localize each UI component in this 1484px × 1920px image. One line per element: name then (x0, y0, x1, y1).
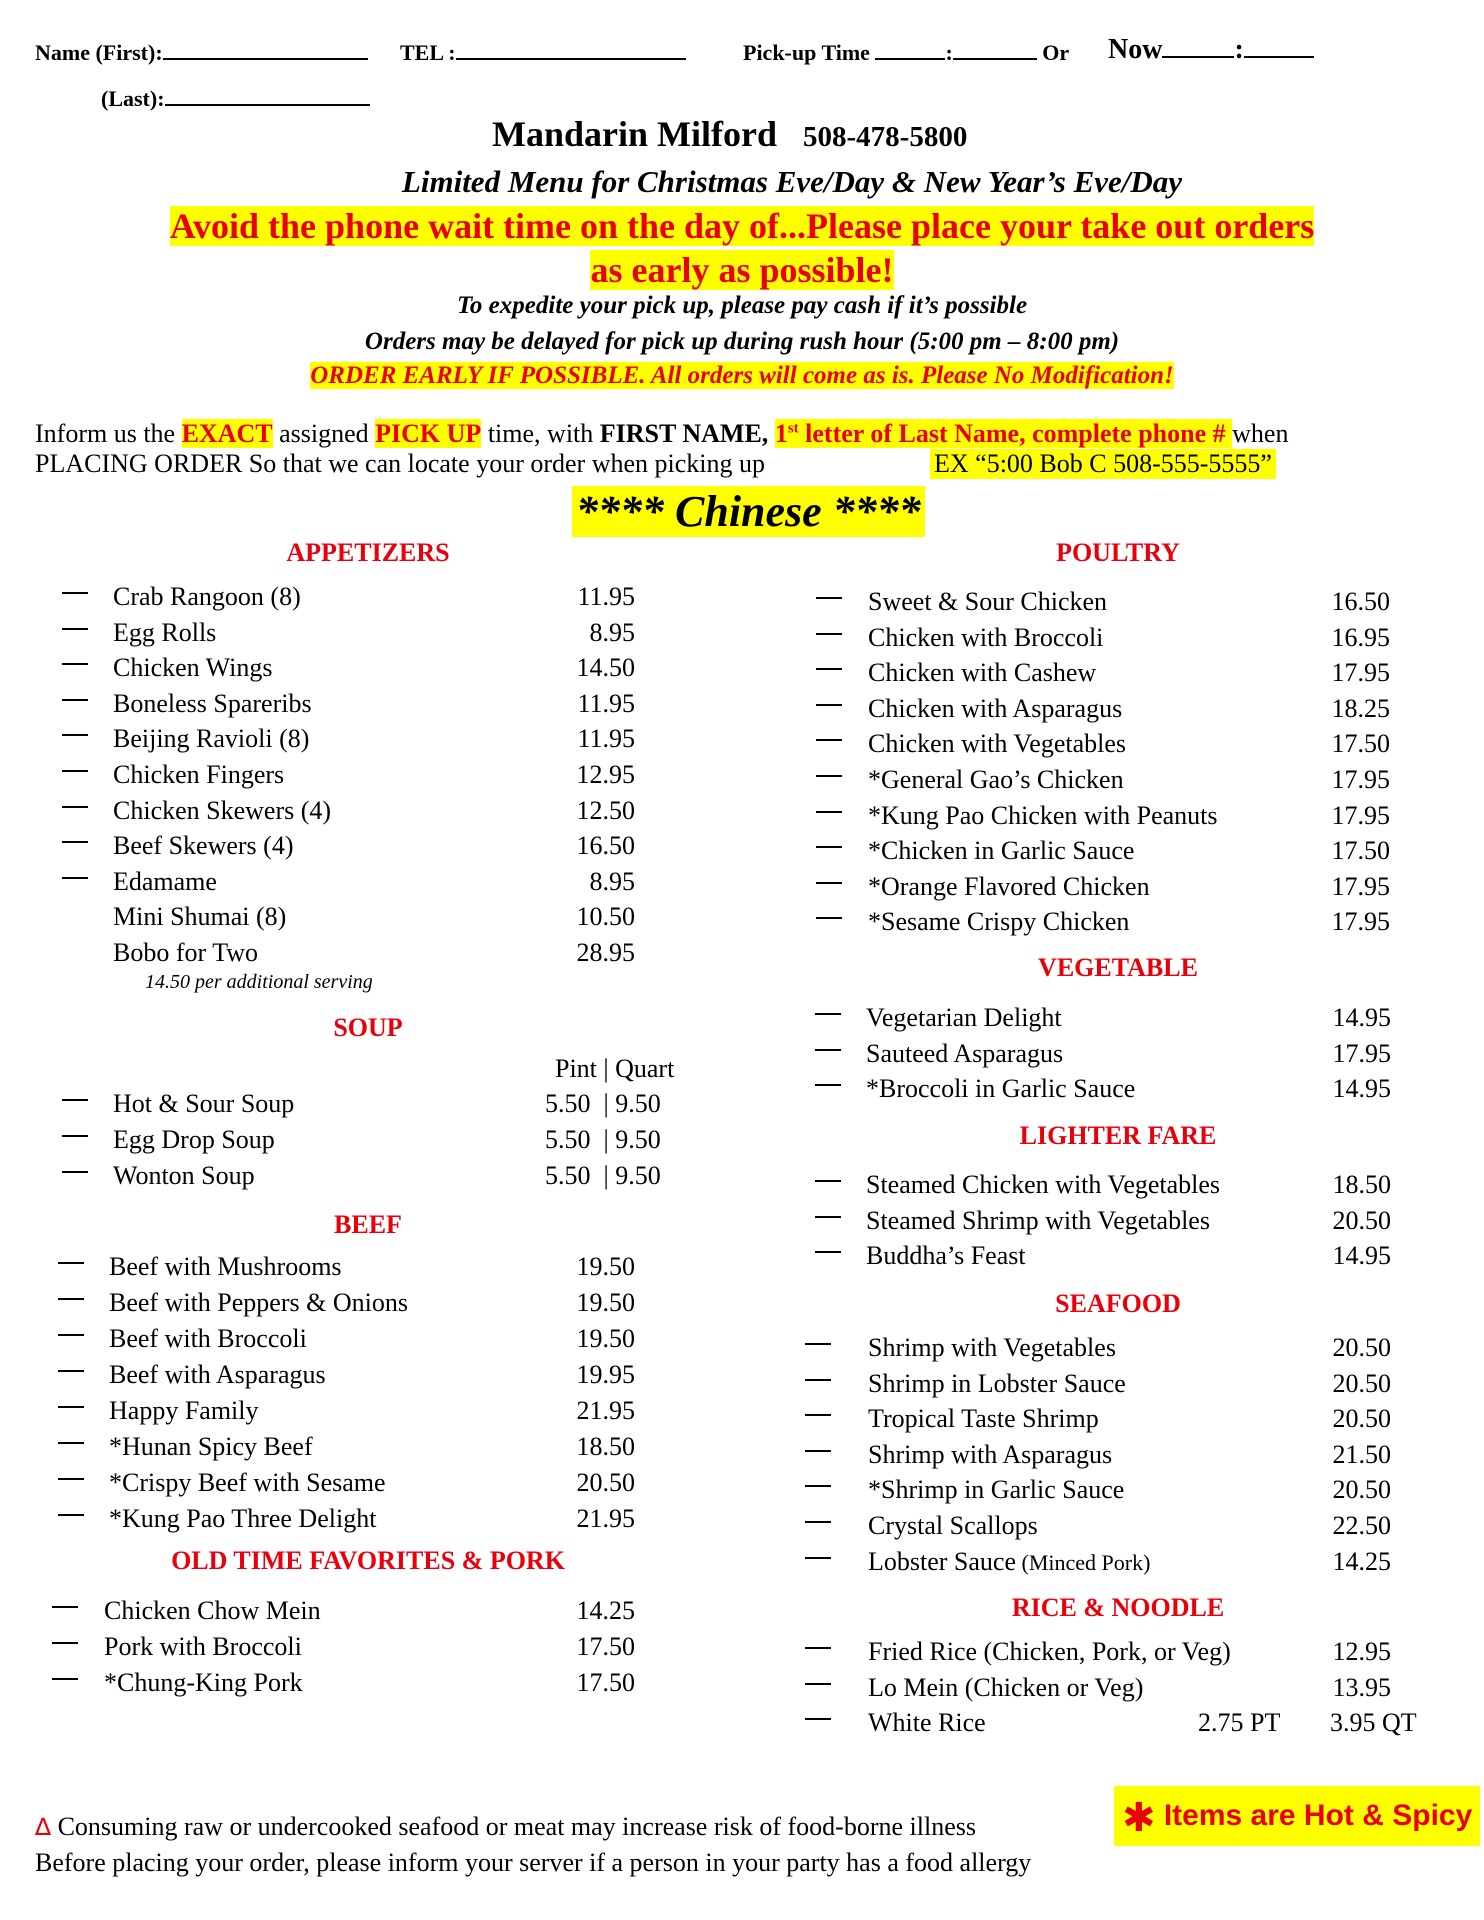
section-title-beef: BEEF (334, 1210, 402, 1239)
menu-item-price: 17.50 (576, 1632, 635, 1661)
menu-item-name: Chicken Chow Mein (104, 1596, 321, 1625)
food-safety-warning (35, 1812, 976, 1842)
menu-item-price: 19.50 (576, 1252, 635, 1281)
menu-item[interactable] (0, 1673, 1484, 1707)
menu-item-name: Shrimp with Asparagus (868, 1440, 1113, 1469)
menu-item[interactable] (0, 1511, 1484, 1545)
menu-item-name: Crab Rangoon (8) (113, 582, 301, 611)
menu-item[interactable] (0, 1039, 1484, 1073)
menu-item-name: Chicken with Cashew (868, 658, 1097, 687)
menu-item-name: Chicken Wings (113, 653, 273, 682)
pickup-time-field[interactable] (743, 40, 1069, 66)
inform-first-name: FIRST NAME, (599, 419, 775, 448)
section-title-pork: OLD TIME FAVORITES & PORK (171, 1546, 565, 1575)
menu-item-name: Tropical Taste Shrimp (868, 1404, 1099, 1433)
menu-item-name: *Orange Flavored Chicken (868, 872, 1150, 901)
menu-item-name: Pork with Broccoli (104, 1632, 302, 1661)
menu-item-price: 16.95 (1331, 623, 1390, 652)
alert-line-2: as early as possible! (590, 250, 894, 290)
inform-pickup: PICK UP (375, 419, 482, 448)
quantity-blank[interactable] (805, 1683, 831, 1685)
restaurant-name: Mandarin Milford (492, 114, 777, 154)
quantity-blank[interactable] (805, 1718, 831, 1720)
menu-item-name: Hot & Sour Soup (113, 1089, 295, 1118)
menu-item[interactable] (0, 1241, 1484, 1275)
menu-item-price: 16.50 (576, 831, 635, 860)
menu-item-price: 19.95 (576, 1360, 635, 1389)
menu-item-name: *Sesame Crispy Chicken (868, 907, 1130, 936)
menu-item-price: 11.95 (577, 582, 635, 611)
menu-item-price: 20.50 (1332, 1333, 1391, 1362)
menu-item-name: Beef with Mushrooms (109, 1252, 342, 1281)
inform-text: time, with (481, 419, 600, 448)
menu-item-price: 20.50 (1332, 1369, 1391, 1398)
menu-item-name: *Hunan Spicy Beef (109, 1432, 313, 1461)
menu-item-name: *Crispy Beef with Sesame (109, 1468, 386, 1497)
allergy-notice: Before placing your order, please inform your server if a person in your party has a food allergy (35, 1848, 1032, 1877)
menu-item-name: Shrimp with Vegetables (868, 1333, 1116, 1362)
menu-item-price: 22.50 (1332, 1511, 1391, 1540)
quantity-blank[interactable] (62, 1135, 88, 1137)
menu-item-price: 17.95 (1331, 765, 1390, 794)
menu-item-price: 17.95 (1331, 872, 1390, 901)
menu-item-name: Edamame (113, 867, 217, 896)
inform-example: EX “5:00 Bob C 508-555-5555” (930, 449, 1276, 479)
menu-item-name: Chicken with Vegetables (868, 729, 1127, 758)
quantity-blank[interactable] (816, 739, 842, 741)
menu-item[interactable] (0, 623, 1484, 657)
menu-item-name: Vegetarian Delight (866, 1003, 1062, 1032)
menu-item[interactable] (0, 1637, 1484, 1671)
menu-item-price: 12.95 (576, 760, 635, 789)
menu-item-price: 21.95 (576, 1396, 635, 1425)
now-minute-blank[interactable] (1244, 40, 1314, 58)
food-safety-text: Consuming raw or undercooked seafood or meat may increase risk of food-borne illness (51, 1812, 976, 1841)
alert-line-1-wrap (0, 205, 1484, 247)
menu-item-price: 18.50 (1332, 1170, 1391, 1199)
menu-item-name: Chicken with Asparagus (868, 694, 1123, 723)
menu-item[interactable] (0, 587, 1484, 621)
tel-field[interactable] (400, 40, 686, 66)
quantity-blank[interactable] (58, 1298, 84, 1300)
alert-line-2-wrap (0, 249, 1484, 291)
quantity-blank[interactable] (805, 1521, 831, 1523)
cuisine-banner: **** Chinese **** (572, 486, 925, 537)
now-hour-blank[interactable] (1162, 40, 1234, 58)
inform-text: Inform us the (35, 419, 182, 448)
menu-item-price: 17.50 (576, 1668, 635, 1697)
pickup-colon: : (945, 40, 953, 65)
tel-blank[interactable] (456, 42, 686, 60)
menu-item-price: 8.95 (589, 867, 635, 896)
inform-line-2: PLACING ORDER So that we can locate your order when picking up (35, 449, 766, 478)
menu-item[interactable] (0, 801, 1484, 835)
asterisk-icon: ✱ (1122, 1796, 1156, 1840)
quantity-blank[interactable] (805, 1485, 831, 1487)
menu-item-name: Lo Mein (Chicken or Veg) (868, 1673, 1144, 1702)
restaurant-phone: 508-478-5800 (803, 121, 968, 153)
inform-exact: EXACT (181, 419, 273, 448)
menu-item-price-pint: 2.75 PT (1198, 1708, 1281, 1737)
menu-item-name: Beef with Peppers & Onions (109, 1288, 408, 1317)
menu-item-name: Beijing Ravioli (8) (113, 724, 310, 753)
quantity-blank[interactable] (815, 1084, 841, 1086)
menu-item[interactable] (0, 1206, 1484, 1240)
menu-item-name: *Kung Pao Three Delight (109, 1504, 377, 1533)
menu-item-price: 17.95 (1331, 801, 1390, 830)
menu-item-price: 21.50 (1332, 1440, 1391, 1469)
quantity-blank[interactable] (805, 1557, 831, 1559)
menu-item-price: 8.95 (589, 618, 635, 647)
quantity-blank[interactable] (816, 704, 842, 706)
spicy-legend-text: Items are Hot & Spicy (1155, 1799, 1473, 1832)
menu-item-price: 20.50 (576, 1468, 635, 1497)
menu-item[interactable] (0, 907, 1484, 941)
spicy-legend (1114, 1786, 1480, 1846)
menu-item-price: 19.50 (576, 1288, 635, 1317)
menu-item-price: 20.50 (1332, 1475, 1391, 1504)
menu-item[interactable] (0, 1170, 1484, 1204)
menu-item-name: Crystal Scallops (868, 1511, 1038, 1540)
section-title-vegetable: VEGETABLE (1038, 953, 1198, 982)
now-colon: : (1234, 34, 1244, 65)
pickup-hour-blank[interactable] (875, 42, 945, 60)
quantity-blank[interactable] (816, 668, 842, 670)
menu-item[interactable] (0, 1547, 1484, 1581)
now-field[interactable] (1108, 34, 1314, 66)
menu-item[interactable] (0, 1440, 1484, 1474)
menu-item-price: 14.25 (576, 1596, 635, 1625)
menu-item-name: Beef Skewers (4) (113, 831, 294, 860)
menu-item[interactable] (0, 694, 1484, 728)
menu-item[interactable] (0, 836, 1484, 870)
quantity-blank[interactable] (805, 1343, 831, 1345)
menu-item-price: 20.50 (1332, 1206, 1391, 1235)
first-name-field[interactable] (35, 40, 368, 66)
menu-item[interactable] (0, 1404, 1484, 1438)
menu-item-name: Mini Shumai (8) (113, 902, 287, 931)
delta-icon: ∆ (35, 1813, 52, 1841)
menu-item-price: 5.50 | 9.50 (545, 1125, 661, 1154)
quantity-blank[interactable] (816, 775, 842, 777)
or-label: Or (1042, 40, 1070, 65)
menu-item-price: 16.50 (1331, 587, 1390, 616)
order-early-wrap (0, 362, 1484, 390)
menu-item-price: 14.25 (1332, 1547, 1391, 1576)
menu-item[interactable] (0, 1333, 1484, 1367)
menu-item-name: *Chung-King Pork (104, 1668, 303, 1697)
menu-item-price: 14.95 (1332, 1003, 1391, 1032)
quantity-blank[interactable] (805, 1647, 831, 1649)
rush-hour-note: Orders may be delayed for pick up during rush hour (5:00 pm – 8:00 pm) (364, 328, 1120, 355)
menu-item-price: 5.50 | 9.50 (545, 1089, 661, 1118)
quantity-blank[interactable] (52, 1606, 78, 1608)
now-label: Now (1108, 34, 1163, 65)
menu-item-name: Chicken Skewers (4) (113, 796, 332, 825)
menu-subtitle: Limited Menu for Christmas Eve/Day & New Year’s Eve/Day (401, 164, 1183, 199)
menu-item[interactable] (0, 1475, 1484, 1509)
quantity-blank[interactable] (816, 633, 842, 635)
menu-item-price: 20.50 (1332, 1404, 1391, 1433)
menu-item-price: 18.50 (576, 1432, 635, 1461)
menu-item[interactable] (0, 872, 1484, 906)
section-title-seafood: SEAFOOD (1055, 1289, 1181, 1318)
menu-item-price: 12.95 (1332, 1637, 1391, 1666)
menu-item-name: *Shrimp in Garlic Sauce (868, 1475, 1125, 1504)
section-title-soup: SOUP (333, 1013, 403, 1042)
quantity-blank[interactable] (815, 1049, 841, 1051)
soup-size-header: Pint | Quart (555, 1054, 675, 1083)
menu-item-name: Boneless Spareribs (113, 689, 312, 718)
menu-item-price: 11.95 (577, 724, 635, 753)
section-title-rice-noodle: RICE & NOODLE (1011, 1593, 1225, 1622)
first-name-blank[interactable] (163, 42, 368, 60)
menu-item-price: 17.95 (1331, 658, 1390, 687)
quantity-blank[interactable] (816, 846, 842, 848)
last-name-blank[interactable] (165, 88, 370, 106)
menu-item-name: *Broccoli in Garlic Sauce (866, 1074, 1136, 1103)
pickup-minute-blank[interactable] (953, 42, 1037, 60)
menu-item-name: Beef with Broccoli (109, 1324, 307, 1353)
order-early-note: ORDER EARLY IF POSSIBLE. All orders will come as is. Please No Modification! (310, 362, 1174, 389)
menu-item-price: 14.95 (1332, 1241, 1391, 1270)
menu-item[interactable] (0, 1074, 1484, 1108)
pickup-time-label: Pick-up Time (743, 40, 870, 65)
menu-item-name: Wonton Soup (113, 1161, 255, 1190)
menu-item[interactable] (0, 658, 1484, 692)
section-title-lighter-fare: LIGHTER FARE (1019, 1121, 1217, 1150)
inform-text: when (1232, 419, 1289, 448)
quantity-blank[interactable] (805, 1450, 831, 1452)
menu-item[interactable] (0, 1369, 1484, 1403)
section-title-appetizers: APPETIZERS (286, 538, 450, 567)
menu-item-name: Fried Rice (Chicken, Pork, or Veg) (868, 1637, 1231, 1666)
menu-item-name: Chicken Fingers (113, 760, 285, 789)
quantity-blank[interactable] (805, 1379, 831, 1381)
menu-item-price: 11.95 (577, 689, 635, 718)
menu-item-price: 5.50 | 9.50 (545, 1161, 661, 1190)
menu-item-name: Happy Family (109, 1396, 259, 1425)
menu-item-name: Sauteed Asparagus (866, 1039, 1064, 1068)
tel-label: TEL : (400, 40, 456, 65)
menu-item-name: Buddha’s Feast (866, 1241, 1026, 1270)
quantity-blank[interactable] (815, 1251, 841, 1253)
quantity-blank[interactable] (816, 597, 842, 599)
menu-item-name: Steamed Shrimp with Vegetables (866, 1206, 1210, 1235)
cash-note: To expedite your pick up, please pay cash if it’s possible (456, 292, 1028, 319)
last-name-label: (Last): (101, 86, 165, 111)
menu-item-name: Shrimp in Lobster Sauce (868, 1369, 1126, 1398)
menu-item-price: 10.50 (576, 902, 635, 931)
last-name-field[interactable] (101, 86, 370, 112)
menu-item-name: Chicken with Broccoli (868, 623, 1104, 652)
menu-item-name: White Rice (868, 1708, 986, 1737)
menu-item-name: Sweet & Sour Chicken (868, 587, 1108, 616)
menu-item[interactable] (0, 1708, 1484, 1742)
menu-item[interactable] (0, 1003, 1484, 1037)
quantity-blank[interactable] (816, 917, 842, 919)
quantity-blank[interactable] (805, 1414, 831, 1416)
menu-item-name: Bobo for Two (113, 938, 259, 967)
menu-item-price: 17.95 (1332, 1039, 1391, 1068)
menu-item-name: Egg Rolls (113, 618, 217, 647)
menu-item-note: (Minced Pork) (1016, 1550, 1151, 1575)
alert-line-1: Avoid the phone wait time on the day of...Please place your take out orders (169, 206, 1315, 246)
inform-line-1 (35, 419, 1288, 449)
menu-item-price: 13.95 (1332, 1673, 1391, 1702)
menu-item-name: *Chicken in Garlic Sauce (868, 836, 1135, 865)
menu-item-price-quart: 3.95 QT (1330, 1708, 1417, 1737)
menu-item-price: 12.50 (576, 796, 635, 825)
first-name-label: Name (First): (35, 40, 163, 65)
menu-item-name: Beef with Asparagus (109, 1360, 326, 1389)
quantity-blank[interactable] (815, 1216, 841, 1218)
menu-item-name: Egg Drop Soup (113, 1125, 275, 1154)
quantity-blank[interactable] (816, 882, 842, 884)
restaurant-header (492, 113, 967, 155)
menu-item-price: 18.25 (1331, 694, 1390, 723)
menu-item[interactable] (0, 729, 1484, 763)
bobo-extra-note: 14.50 per additional serving (145, 971, 373, 993)
menu-item-name: Steamed Chicken with Vegetables (866, 1170, 1221, 1199)
menu-item-price: 17.50 (1331, 836, 1390, 865)
menu-item-name: Lobster Sauce (Minced Pork) (868, 1547, 1151, 1576)
menu-item-name: *Kung Pao Chicken with Peanuts (868, 801, 1218, 830)
menu-item-name: *General Gao’s Chicken (868, 765, 1124, 794)
quantity-blank[interactable] (815, 1180, 841, 1182)
inform-text: assigned (272, 419, 376, 448)
quantity-blank[interactable] (815, 1013, 841, 1015)
inform-last-letter: 1st letter of Last Name, complete phone # (774, 419, 1233, 448)
menu-item-price: 28.95 (576, 938, 635, 967)
menu-item-price: 14.95 (1332, 1074, 1391, 1103)
menu-item-price: 17.50 (1331, 729, 1390, 758)
menu-item[interactable] (0, 765, 1484, 799)
section-title-poultry: POULTRY (1056, 538, 1180, 567)
menu-item-price: 21.95 (576, 1504, 635, 1533)
menu-item-price: 14.50 (576, 653, 635, 682)
quantity-blank[interactable] (816, 811, 842, 813)
menu-item-price: 17.95 (1331, 907, 1390, 936)
menu-item-price: 19.50 (576, 1324, 635, 1353)
